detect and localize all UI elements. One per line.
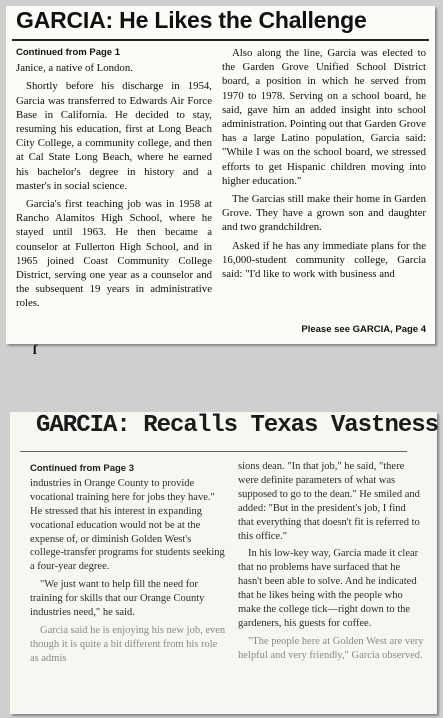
headline: GARCIA: He Likes the Challenge — [16, 7, 367, 33]
paragraph: industries in Orange County to provide vocational training here for jobs they have." He stressed that his interest in expanding vocational education would not be at the expense of, or diminish Golden West's college-transfer programs for students seeking a four-year degree. — [30, 477, 225, 573]
column-right — [222, 46, 426, 285]
paragraph: Asked if he has any immediate plans for the 16,000-student community college, Garcia said: "I'd like to work with business and — [222, 239, 426, 281]
headline: GARCIA: Recalls Texas Vastness — [36, 412, 439, 439]
headline-rule — [12, 39, 429, 41]
clipping-bottom — [10, 412, 437, 714]
column-right — [238, 460, 424, 667]
headline-rule — [20, 451, 407, 452]
paragraph: sions dean. "In that job," he said, "there were definite parameters of what was supposed to go to the dean." He smiled and added: "But in the president's job, I find that everything that doesn't fit is referred to this office." — [238, 461, 420, 542]
paragraph: The Garcias still make their home in Garden Grove. They have a grown son and daughter and two grandchildren. — [222, 193, 426, 234]
paragraph: Also along the line, Garcia was elected to the Garden Grove Unified School District board, a position in which he served from 1970 to 1978. Serving on a school board, he said, gave him an added insight into school administration. Pointing out that Garden Grove has a large Latino population, Garcia said: "While I was on the school board, we stressed efforts to get Hispanic children moving into higher education." — [222, 47, 426, 187]
column-left — [16, 44, 212, 315]
paragraph: Janice, a native of London. — [16, 62, 133, 75]
continued-line: Continued from Page 1 — [16, 47, 120, 58]
paragraph: Garcia said he is enjoying his new job, even though it is quite a bit different from his role as admis — [30, 624, 226, 664]
paragraph: In his low-key way, Garcia made it clear that no problems have surfaced that he hasn't been able to solve. And he indicated that he likes being with the people who make the college tick—right down to the gardeners, his guests for coffee. — [238, 548, 419, 629]
continued-line: Continued from Page 3 — [30, 463, 134, 474]
paragraph: "The people here at Golden West are very helpful and very friendly," Garcia observed. — [238, 635, 424, 661]
scissor-mark: ſ — [33, 343, 37, 358]
jump-line: Please see GARCIA, Page 4 — [301, 324, 426, 335]
column-left — [30, 460, 226, 670]
paragraph: Garcia's first teaching job was in 1958 at Rancho Alamitos High School, where he stayed until 1963. He then became a counselor at Fullerton High School, and in 1965 joined Coast Community College District, serving one year as a counselor and the subsequent 19 years in administrative roles. — [16, 198, 212, 310]
paragraph: Shortly before his discharge in 1954, Garcia was transferred to Edwards Air Force Base in California. He decided to stay, resuming his education, first at Long Beach City College, a community college, and then at Cal State Long Beach, where he earned his bachelor's degree in history and a master's in social science. — [16, 80, 212, 192]
clipping-top — [6, 6, 435, 344]
paragraph: "We just want to help fill the need for training for skills that our Orange County industries need," he said. — [30, 579, 205, 619]
